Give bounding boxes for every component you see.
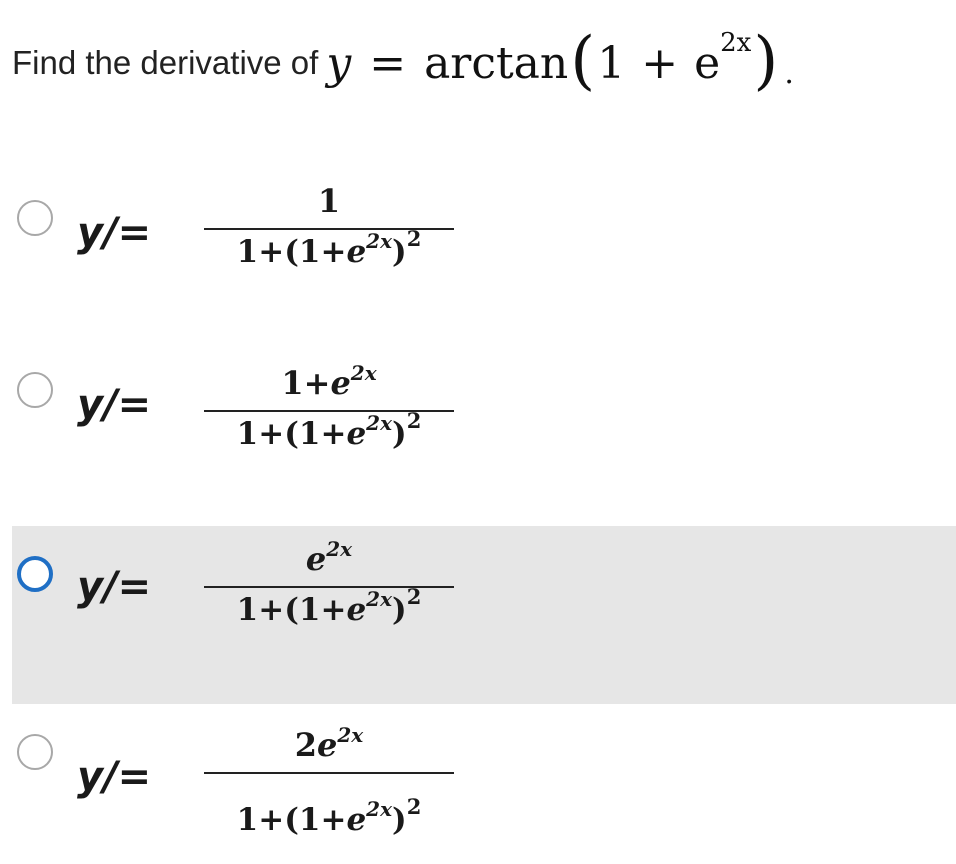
denominator <box>204 794 454 846</box>
denominator-lead: 1+(1+ <box>236 592 347 628</box>
denominator-power: 2 <box>406 584 422 609</box>
numerator-base: e <box>330 364 351 402</box>
denominator-exponent: 2x <box>366 587 393 611</box>
denominator-clip <box>204 778 454 838</box>
denominator-lead: 1+(1+ <box>236 416 347 452</box>
numerator <box>204 723 454 766</box>
denominator-close: ) <box>392 234 407 270</box>
fraction <box>204 537 454 640</box>
question-plus: + <box>641 37 679 89</box>
question-one: 1 <box>597 37 626 89</box>
question-prompt <box>12 18 794 108</box>
question-base: e <box>694 37 721 89</box>
radio-button[interactable] <box>17 372 53 408</box>
denominator <box>204 226 454 278</box>
answer-option-1[interactable] <box>12 176 956 354</box>
radio-button-selected[interactable] <box>17 556 53 592</box>
fraction <box>204 361 454 464</box>
denominator-exponent: 2x <box>366 797 393 821</box>
denominator-base: e <box>346 592 367 628</box>
fraction <box>204 182 454 282</box>
numerator <box>204 361 454 404</box>
denominator-close: ) <box>392 416 407 452</box>
question-exponent: 2x <box>720 28 752 58</box>
denominator-base: e <box>346 234 367 270</box>
denominator-close: ) <box>392 802 407 838</box>
numerator-base: e <box>305 540 327 578</box>
answer-option-2[interactable] <box>12 348 956 526</box>
numerator-exponent: 2x <box>326 537 353 561</box>
option-lhs: y/= <box>77 382 152 428</box>
denominator-base: e <box>346 416 367 452</box>
question-text: Find the derivative of <box>12 44 319 81</box>
answer-option-4[interactable] <box>12 710 956 864</box>
denominator <box>204 408 454 460</box>
option-lhs: y/= <box>77 564 152 610</box>
fraction-bar <box>204 772 454 774</box>
numerator-coef: 1+ <box>281 364 331 402</box>
question-open-paren: ( <box>570 24 596 98</box>
numerator-coef: 2 <box>294 726 318 764</box>
denominator-exponent: 2x <box>366 411 393 435</box>
denominator-close: ) <box>392 592 407 628</box>
question-close-paren: ) <box>753 24 779 98</box>
option-lhs: y/= <box>77 210 152 256</box>
numerator-exponent: 2x <box>350 361 377 385</box>
option-lhs: y/= <box>77 754 152 800</box>
question-function-name: arctan <box>424 37 569 89</box>
numerator <box>204 182 454 222</box>
question-expression <box>326 24 794 98</box>
denominator-base: e <box>346 802 367 838</box>
question-period: . <box>784 55 794 91</box>
answer-option-3[interactable] <box>12 526 956 704</box>
numerator-exponent: 2x <box>337 723 364 747</box>
numerator <box>204 537 454 580</box>
denominator-exponent: 2x <box>366 229 393 253</box>
question-equals: = <box>369 37 407 89</box>
denominator-lead: 1+(1+ <box>236 234 347 270</box>
denominator <box>204 584 454 636</box>
denominator-power: 2 <box>406 226 422 251</box>
numerator-coef: 1 <box>317 182 341 220</box>
radio-button[interactable] <box>17 734 53 770</box>
numerator-base: e <box>317 726 338 764</box>
denominator-lead: 1+(1+ <box>236 802 347 838</box>
denominator-power: 2 <box>406 408 422 433</box>
radio-button[interactable] <box>17 200 53 236</box>
denominator-power: 2 <box>406 794 422 819</box>
question-lhs: y <box>326 37 352 89</box>
fraction <box>204 723 454 838</box>
